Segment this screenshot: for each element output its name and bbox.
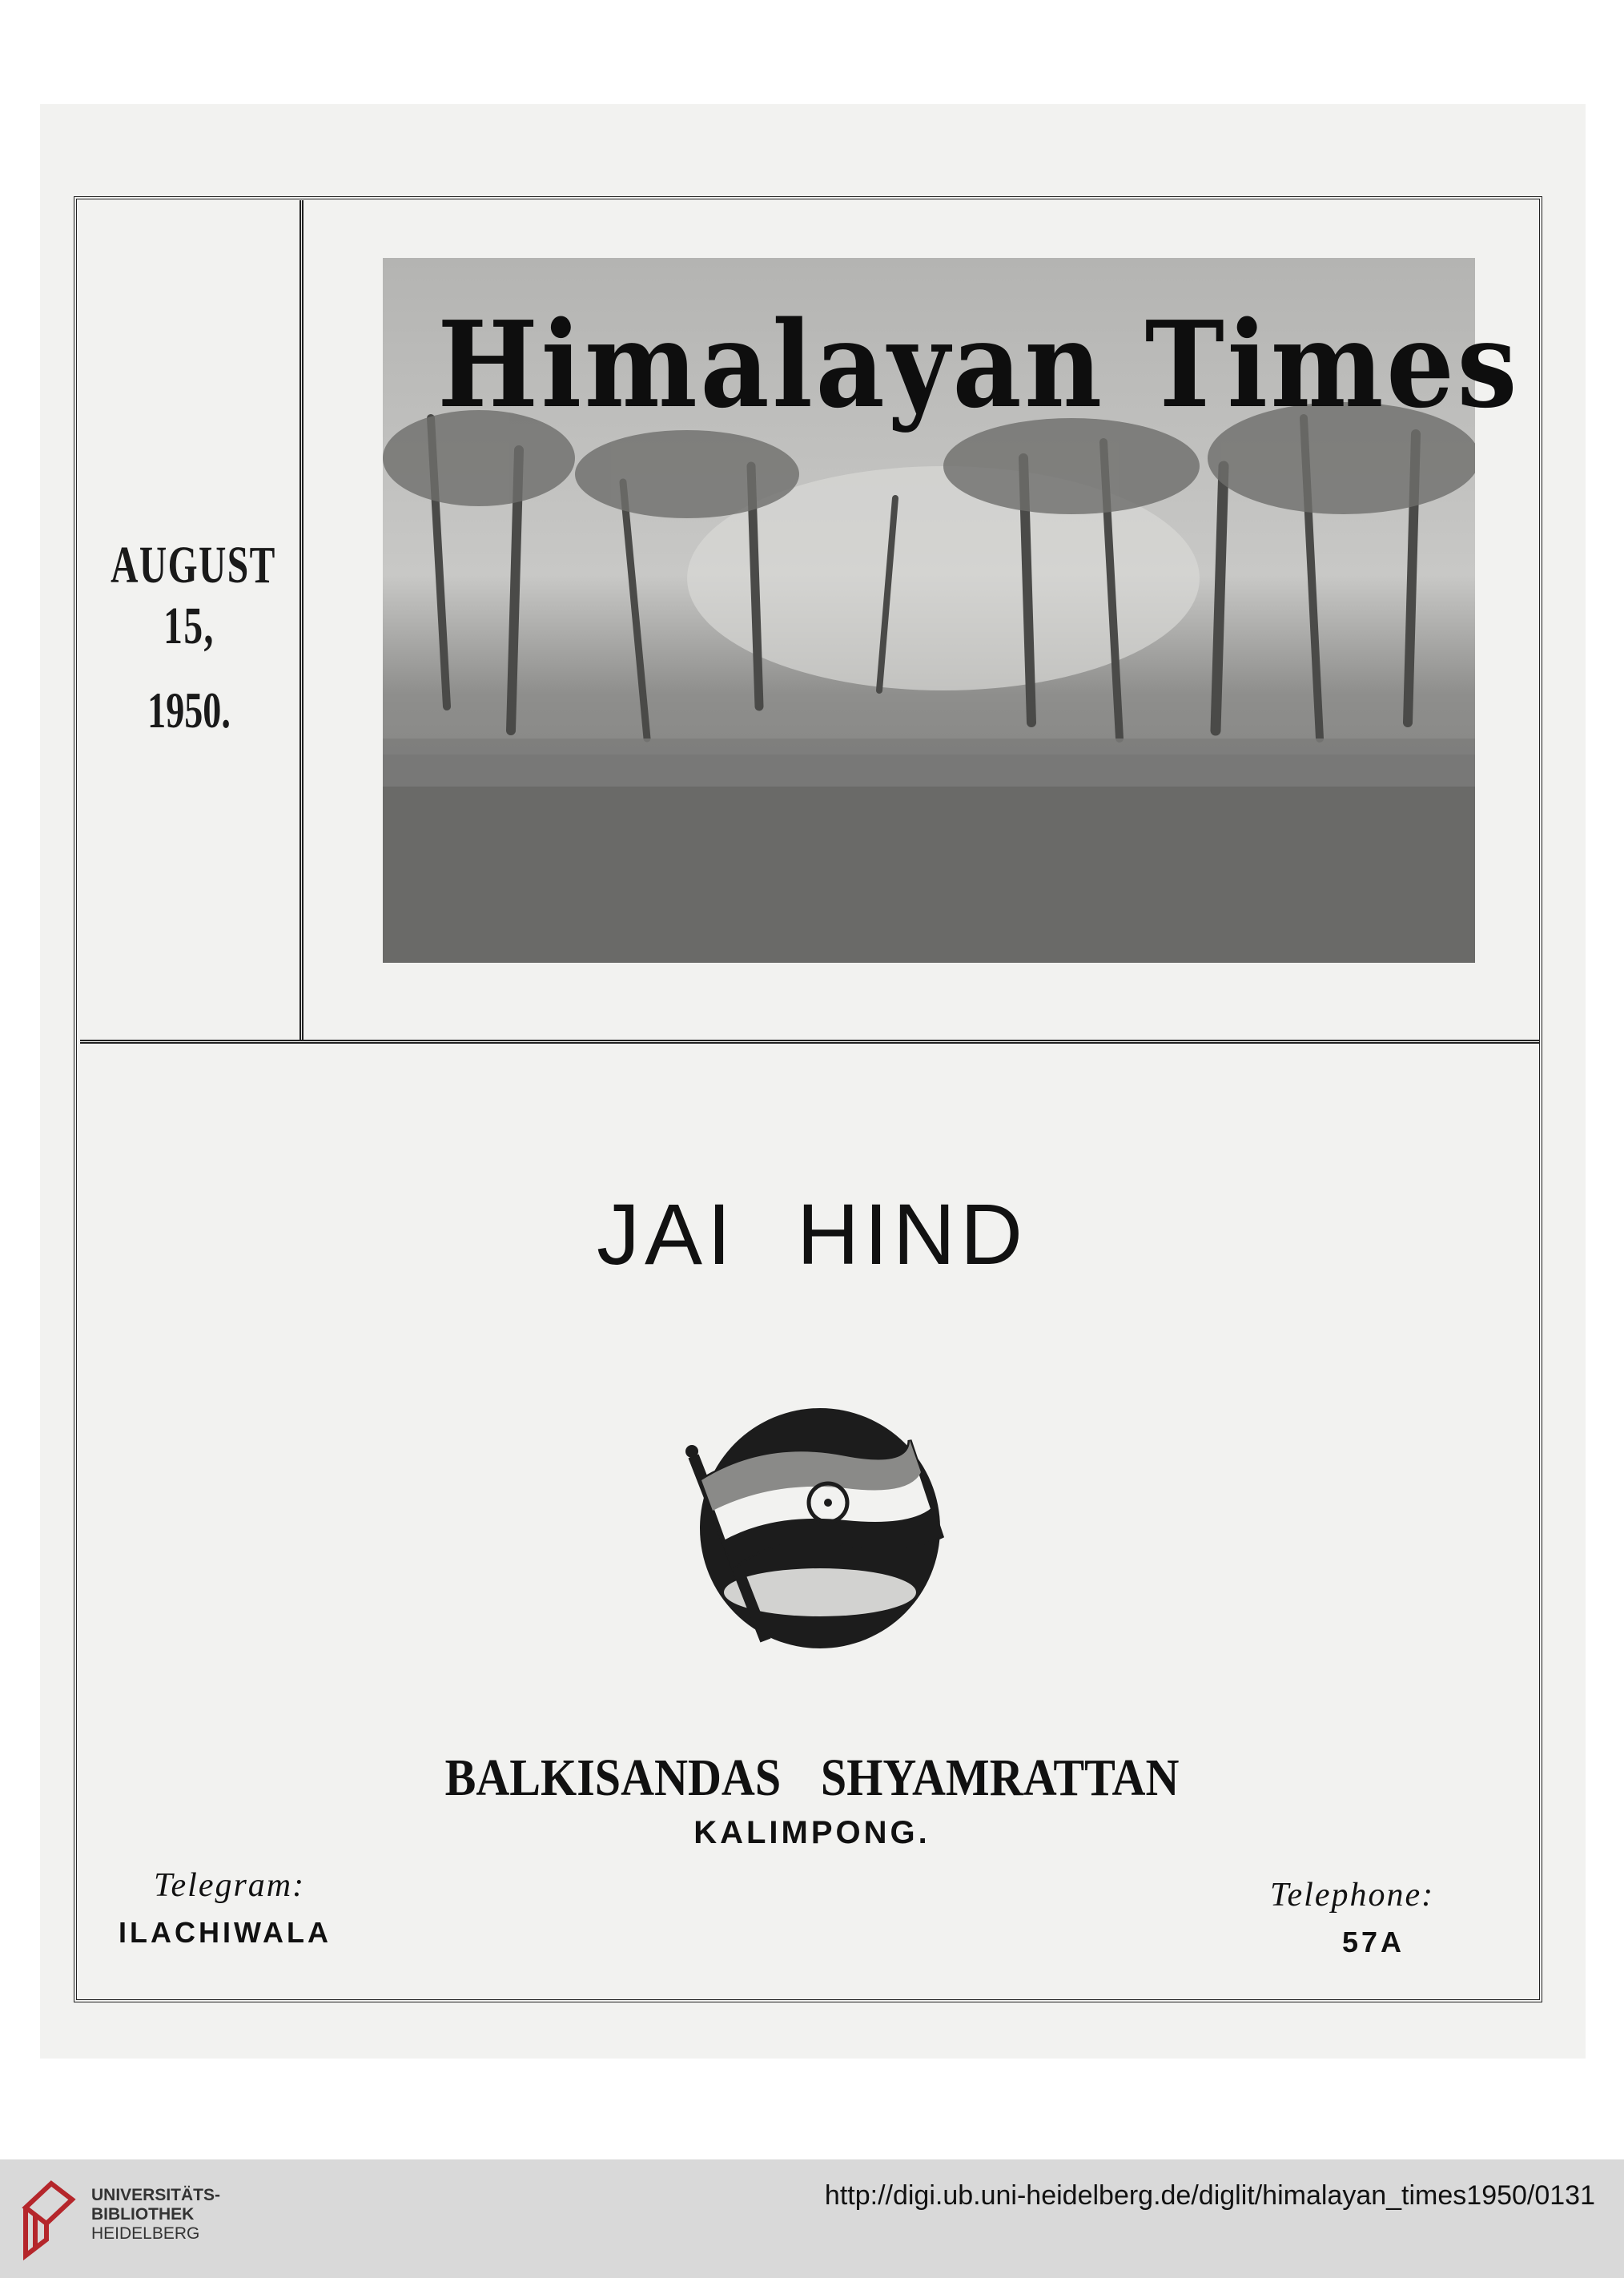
- date-line-2: 1950.: [147, 682, 231, 739]
- date-line-1: AUGUST 15,: [111, 536, 276, 655]
- library-name-line-1: UNIVERSITÄTS-: [91, 2186, 221, 2204]
- telegram-label: Telegram:: [154, 1867, 306, 1904]
- company-town: KALIMPONG.: [693, 1815, 931, 1850]
- slogan: JAI HIND: [596, 1185, 1028, 1282]
- indian-flag-emblem-icon: [669, 1392, 958, 1652]
- library-name-line-3: HEIDELBERG: [91, 2224, 200, 2243]
- masthead-title: Himalayan Times: [437, 295, 1521, 434]
- source-url-link[interactable]: http://digi.ub.uni-heidelberg.de/diglit/himalayan_times1950/0131: [824, 2180, 1595, 2211]
- telegram-value: ILACHIWALA: [119, 1916, 332, 1949]
- library-logo-icon: [19, 2175, 78, 2266]
- vertical-divider: [299, 200, 303, 1040]
- library-name-line-2: BIBLIOTHEK: [91, 2205, 195, 2224]
- library-name: [91, 2186, 299, 2244]
- telephone-value: 57A: [1342, 1926, 1405, 1958]
- telephone-label: Telephone:: [1270, 1877, 1435, 1914]
- company-name: BALKISANDAS SHYAMRATTAN: [444, 1749, 1180, 1807]
- horizontal-divider: [80, 1040, 1539, 1044]
